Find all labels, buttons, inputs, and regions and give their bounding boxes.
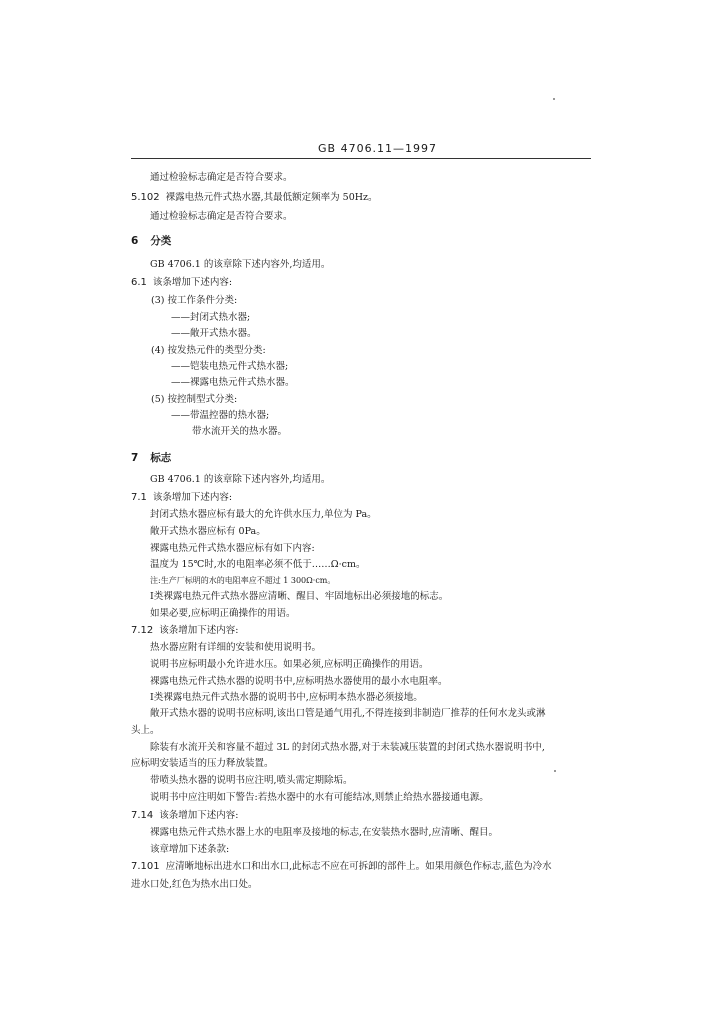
clause-number: 6.1 [131,277,147,288]
text-line: ——铠装电热元件式热水器; [171,361,289,372]
clause-7-1 [131,492,232,504]
text-line: (3) 按工作条件分类: [151,295,238,306]
clause-text: 应清晰地标出进水口和出水口,此标志不应在可拆卸的部件上。如果用颜色作标志,蓝色为冷水 [165,861,552,872]
clause-text: 该条增加下述内容: [159,625,239,636]
clause-number: 7.1 [131,492,147,503]
header-rule [131,158,591,159]
scan-speck [554,770,556,772]
section-number: 6 [131,235,139,247]
clause-number: 7.101 [131,861,160,872]
clause-7-12 [131,625,238,637]
text-line: ——带温控器的热水器; [171,410,270,421]
clause-7-14 [131,810,238,822]
text-line: GB 4706.1 的该章除下述内容外,均适用。 [150,259,331,270]
text-line: 温度为 15℃时,水的电阻率必须不低于……Ω·cm。 [150,559,366,570]
section-7-heading [131,452,171,464]
text-line: 封闭式热水器应标有最大的允许供水压力,单位为 Pa。 [150,509,377,520]
text-line: 敞开式热水器应标有 0Pa。 [150,526,266,537]
scan-speck [553,98,555,100]
text-line: 头上。 [131,725,160,736]
text-line: 进水口处,红色为热水出口处。 [131,879,258,890]
text-line: 除装有水流开关和容量不超过 3L 的封闭式热水器,对于未装减压装置的封闭式热水器说明书中, [150,742,545,753]
section-6-heading [131,235,171,247]
clause-6-1 [131,277,232,289]
text-line: GB 4706.1 的该章除下述内容外,均适用。 [150,474,331,485]
section-title: 标志 [150,452,172,464]
text-line: 裸露电热元件式热水器应标有如下内容: [150,543,315,554]
clause-text: 裸露电热元件式热水器,其最低额定频率为 50Hz。 [165,192,378,203]
text-line: 通过检验标志确定是否符合要求。 [150,172,293,183]
clause-number: 7.12 [131,625,154,636]
text-line: ——敞开式热水器。 [171,328,257,339]
clause-text: 该条增加下述内容: [152,492,233,503]
text-line: 带喷头热水器的说明书应注明,喷头需定期除垢。 [150,775,353,786]
text-line: 该章增加下述条款: [150,844,230,855]
text-line: ——裸露电热元件式热水器。 [171,377,295,388]
clause-number: 5.102 [131,192,160,203]
text-line: 热水器应附有详细的安装和使用说明书。 [150,642,322,653]
clause-number: 7.14 [131,810,154,821]
clause-text: 该条增加下述内容: [152,277,233,288]
section-number: 7 [131,452,139,464]
page-header: GB 4706.11—1997 [318,142,438,155]
text-line: 应标明安装适当的压力释放装置。 [131,758,274,769]
text-line: 裸露电热元件式热水器上水的电阻率及接地的标志,在安装热水器时,应清晰、醒目。 [150,827,499,838]
clause-5-102 [131,192,378,204]
text-line: 敞开式热水器的说明书应标明,该出口管是通气用孔,不得连接到非制造厂推荐的任何水龙头或淋 [150,708,546,719]
clause-7-101 [131,861,552,873]
note-line: 注:生产厂标明的水的电阻率应不超过 1 300Ω·cm。 [150,576,336,585]
text-line: 说明书中应注明如下警告:若热水器中的水有可能结冰,则禁止给热水器接通电源。 [150,792,489,803]
text-line: 裸露电热元件式热水器的说明书中,应标明热水器使用的最小水电阻率。 [150,676,448,687]
text-line: (4) 按发热元件的类型分类: [151,345,266,356]
text-line: 带水流开关的热水器。 [192,426,288,437]
section-title: 分类 [150,235,172,247]
clause-text: 该条增加下述内容: [159,810,239,821]
text-line: Ⅰ类裸露电热元件式热水器应清晰、醒目、牢固地标出必须接地的标志。 [150,591,449,602]
text-line: ——封闭式热水器; [171,312,251,323]
text-line: (5) 按控制型式分类: [151,394,238,405]
text-line: 说明书应标明最小允许进水压。如果必须,应标明正确操作的用语。 [150,659,429,670]
text-line: 通过检验标志确定是否符合要求。 [150,211,293,222]
text-line: Ⅰ类裸露电热元件式热水器的说明书中,应标明本热水器必须接地。 [150,692,423,703]
text-line: 如果必要,应标明正确操作的用语。 [150,608,296,619]
